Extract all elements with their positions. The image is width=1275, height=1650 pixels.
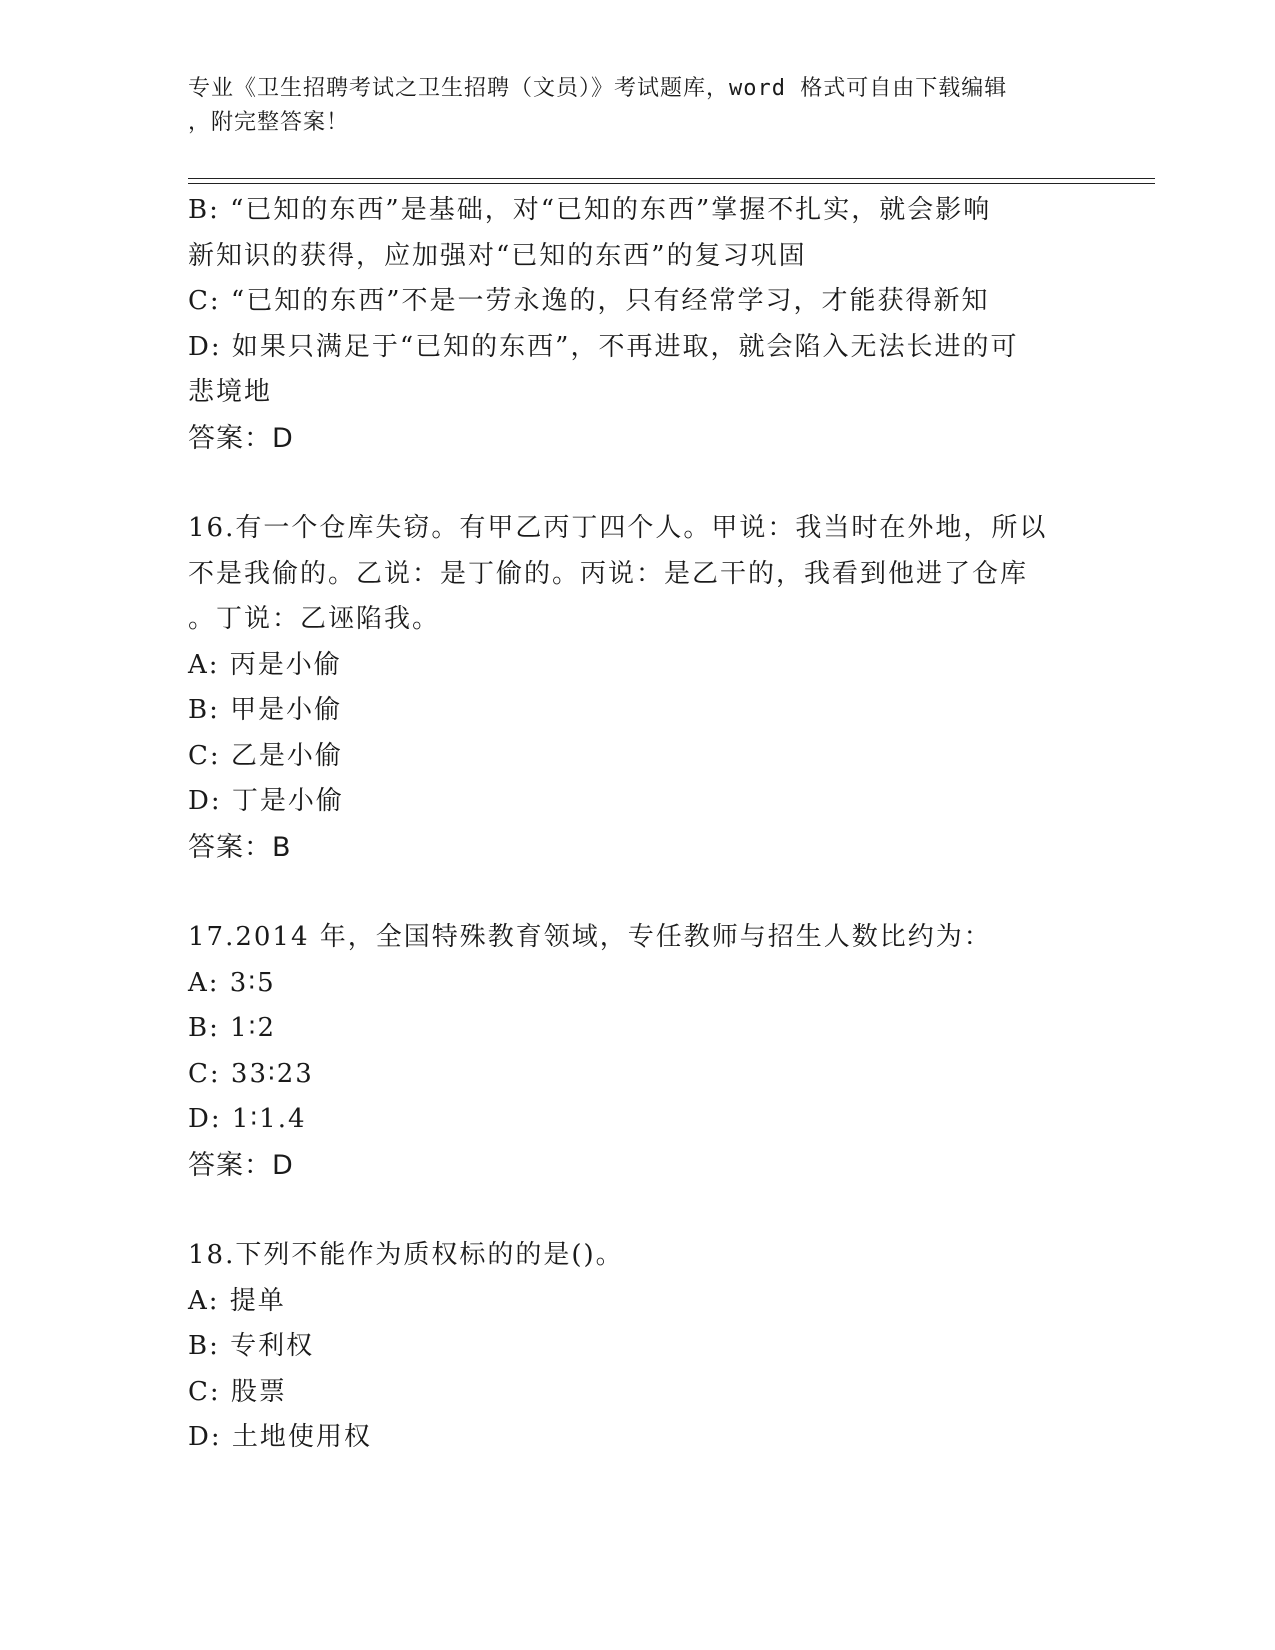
option-c: C: 33∶23 (188, 1058, 314, 1089)
question-17 (188, 915, 1088, 1188)
question-list (188, 188, 1088, 1461)
option-b: B: 专利权 (188, 1331, 315, 1361)
option-a: A: 3∶5 (188, 967, 276, 998)
option-d: D: 丁是小偷 (188, 786, 344, 816)
question-stem-continued: 不是我偷的。乙说：是丁偷的。丙说：是乙干的，我看到他进了仓库 (188, 558, 1029, 589)
question-16 (188, 506, 1088, 870)
header-rule-top (188, 178, 1155, 179)
option-a: A: 提单 (188, 1285, 286, 1316)
option-b: B: 甲是小偷 (188, 695, 343, 725)
answer: 答案：D (188, 422, 294, 454)
option-c: C: 乙是小偷 (188, 740, 343, 771)
document-header (188, 72, 1068, 140)
question-18 (188, 1233, 1088, 1461)
option-d-continued: 悲境地 (188, 377, 273, 407)
header-line-1: 专业《卫生招聘考试之卫生招聘（文员）》考试题库，word 格式可自由下载编辑 (188, 76, 1008, 101)
option-b: B: 1∶2 (188, 1013, 276, 1043)
question-stem: 18.下列不能作为质权标的的是()。 (188, 1240, 624, 1270)
header-rule-bottom (188, 183, 1155, 184)
option-c: C: 股票 (188, 1376, 287, 1407)
option-c: C: “已知的东西”不是一劳永逸的，只有经常学习，才能获得新知 (188, 286, 990, 316)
option-a: A: 丙是小偷 (188, 649, 342, 680)
option-b: B: “已知的东西”是基础，对“已知的东西”掌握不扎实，就会影响 (188, 195, 992, 225)
answer: 答案：D (188, 1149, 294, 1181)
option-d: D: 1∶1.4 (188, 1104, 307, 1134)
answer: 答案：B (188, 831, 292, 863)
header-line-2: ，附完整答案！ (188, 110, 350, 135)
question-stem: 16.有一个仓库失窃。有甲乙丙丁四个人。甲说：我当时在外地，所以 (188, 513, 1048, 543)
option-b-continued: 新知识的获得，应加强对“已知的东西”的复习巩固 (188, 240, 807, 271)
question-15 (188, 188, 1088, 461)
option-d: D: 土地使用权 (188, 1422, 372, 1452)
question-stem-continued: 。丁说：乙诬陷我。 (188, 604, 441, 634)
option-d: D: 如果只满足于“已知的东西”，不再进取，就会陷入无法长进的可 (188, 331, 1019, 362)
question-stem: 17.2014 年，全国特殊教育领域，专任教师与招生人数比约为： (188, 922, 992, 952)
